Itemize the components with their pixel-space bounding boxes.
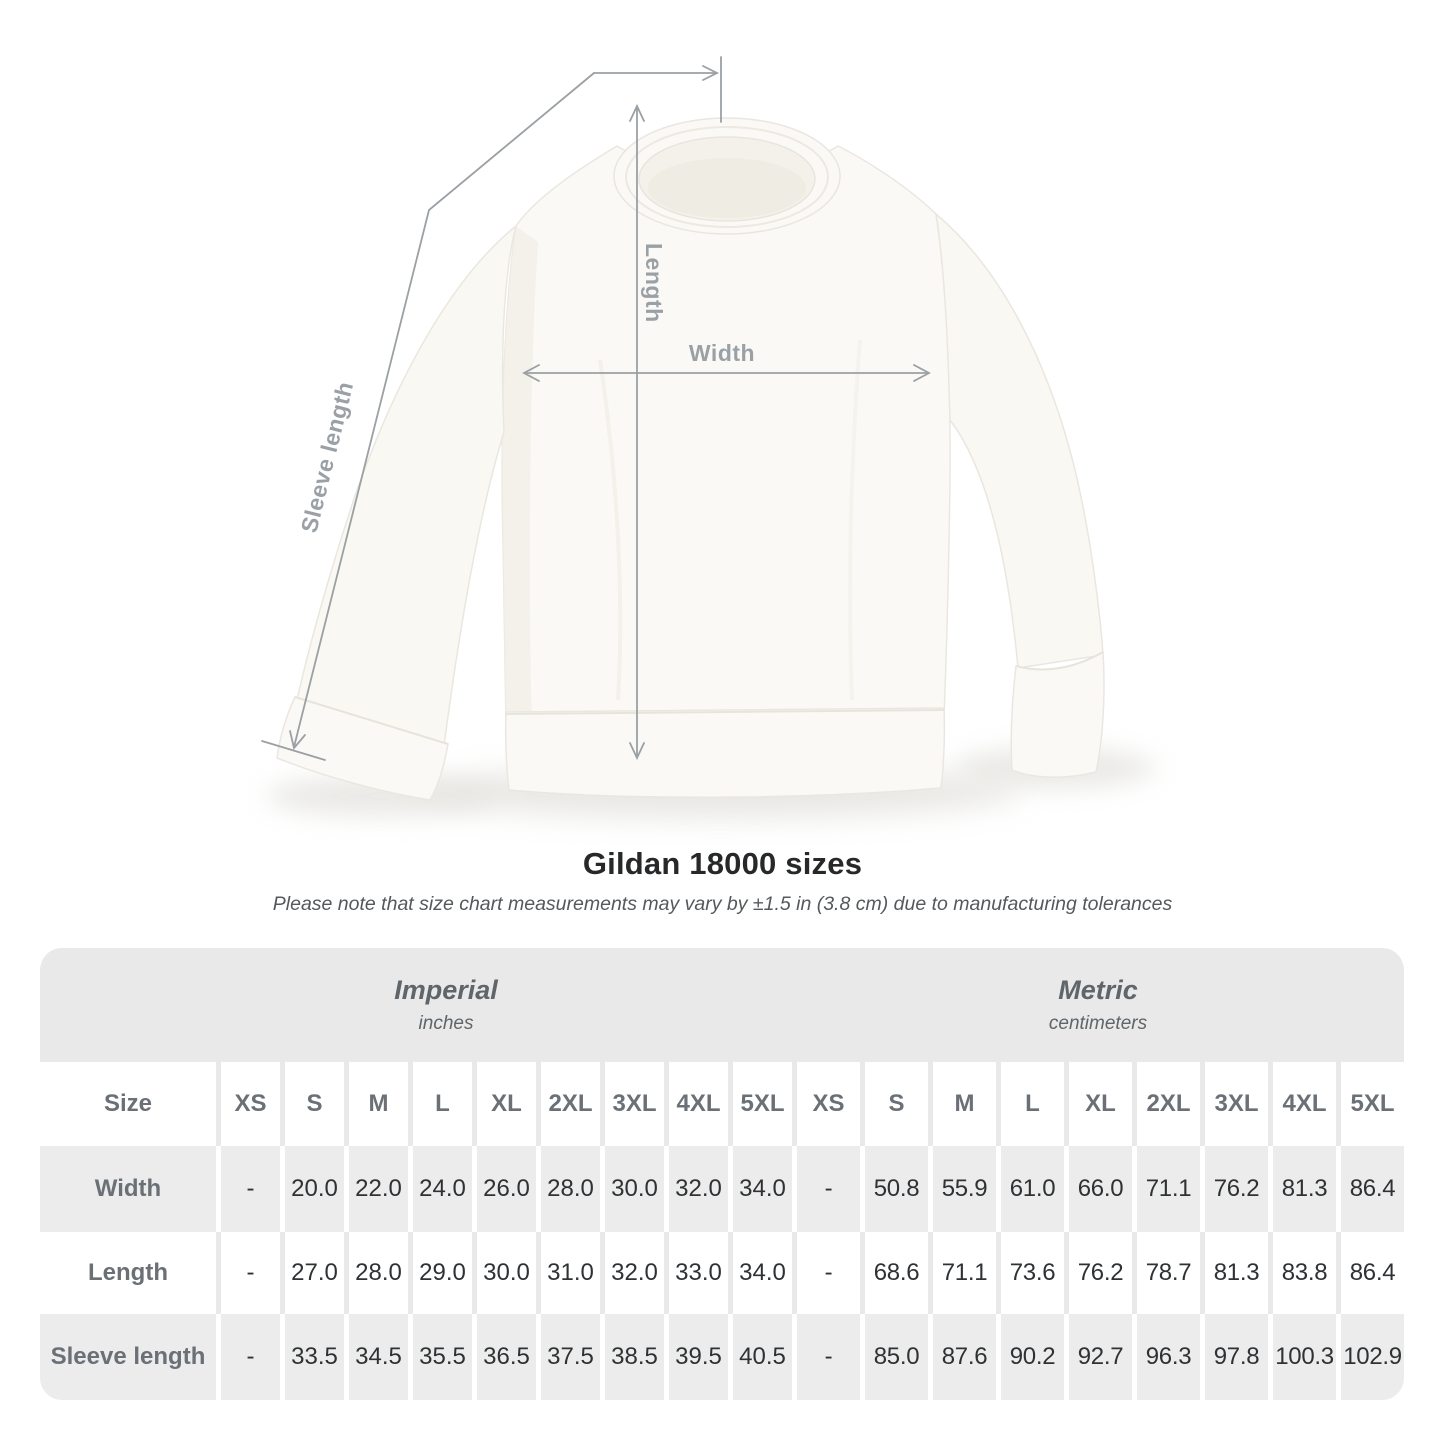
value-cell-imperial: 34.0 [728,1146,792,1232]
row-label: Width [94,1175,162,1202]
size-col-header-metric: XS [792,1062,860,1146]
value-cell-metric: 76.2 [1200,1146,1268,1232]
value-cell-imperial: 32.0 [600,1232,664,1314]
imperial-header [70,948,822,1062]
value-cell-imperial: 35.5 [408,1314,472,1400]
value-cell-imperial: - [216,1314,280,1400]
value-cell-metric: 100.3 [1268,1314,1336,1400]
size-table [40,948,1404,1400]
value-cell-imperial: 28.0 [536,1146,600,1232]
right-sleeve [936,214,1104,777]
size-col-header-metric: 3XL [1200,1062,1268,1146]
value-cell-metric: 50.8 [860,1146,928,1232]
value-cell-imperial: 40.5 [728,1314,792,1400]
value-cell-imperial: 31.0 [536,1232,600,1314]
value-cell-metric: 78.7 [1132,1232,1200,1314]
value-cell-metric: 92.7 [1064,1314,1132,1400]
table-row-sleeve-length [40,1314,1404,1400]
value-cell-metric: 61.0 [996,1146,1064,1232]
size-col-header-imperial: XL [472,1062,536,1146]
row-label: Sleeve length [50,1343,206,1370]
size-header-row [40,1062,1404,1146]
value-cell-imperial: 36.5 [472,1314,536,1400]
imperial-title: Imperial [394,975,498,1005]
value-cell-metric: 90.2 [996,1314,1064,1400]
width-label: Width [688,340,756,366]
table-row-width [40,1146,1404,1232]
value-cell-metric: 76.2 [1064,1232,1132,1314]
value-cell-imperial: 38.5 [600,1314,664,1400]
value-cell-metric: - [792,1314,860,1400]
value-cell-imperial: 26.0 [472,1146,536,1232]
value-cell-imperial: 33.0 [664,1232,728,1314]
size-col-header-metric: XL [1064,1062,1132,1146]
value-cell-imperial: 28.0 [344,1232,408,1314]
value-cell-metric: 73.6 [996,1232,1064,1314]
size-col-header-metric: 4XL [1268,1062,1336,1146]
value-cell-metric: 97.8 [1200,1314,1268,1400]
unit-header-band [40,948,1404,1062]
value-cell-imperial: 32.0 [664,1146,728,1232]
size-col-header-imperial: 3XL [600,1062,664,1146]
value-cell-metric: 87.6 [928,1314,996,1400]
value-cell-metric: 102.9 [1336,1314,1404,1400]
value-cell-imperial: 34.5 [344,1314,408,1400]
value-cell-metric: 81.3 [1200,1232,1268,1314]
size-col-header-imperial: XS [216,1062,280,1146]
size-column-header: Size [103,1090,153,1117]
value-cell-imperial: 20.0 [280,1146,344,1232]
size-col-header-metric: M [928,1062,996,1146]
size-col-header-imperial: 4XL [664,1062,728,1146]
value-cell-imperial: 27.0 [280,1232,344,1314]
size-col-header-metric: S [860,1062,928,1146]
size-col-header-metric: L [996,1062,1064,1146]
size-col-header-imperial: L [408,1062,472,1146]
value-cell-imperial: - [216,1146,280,1232]
imperial-unit: inches [418,1013,474,1034]
value-cell-metric: 66.0 [1064,1146,1132,1232]
value-cell-metric: 86.4 [1336,1232,1404,1314]
value-cell-imperial: 39.5 [664,1314,728,1400]
value-cell-imperial: 29.0 [408,1232,472,1314]
value-cell-imperial: 30.0 [600,1146,664,1232]
value-cell-metric: 85.0 [860,1314,928,1400]
value-cell-imperial: 33.5 [280,1314,344,1400]
length-label: Length [641,243,667,323]
table-row-length [40,1232,1404,1314]
value-cell-imperial: 37.5 [536,1314,600,1400]
value-cell-imperial: 30.0 [472,1232,536,1314]
value-cell-metric: 86.4 [1336,1146,1404,1232]
value-cell-metric: 55.9 [928,1146,996,1232]
metric-header [792,948,1404,1062]
value-cell-imperial: 24.0 [408,1146,472,1232]
size-col-header-imperial: 2XL [536,1062,600,1146]
metric-unit: centimeters [1048,1013,1148,1034]
value-cell-metric: - [792,1232,860,1314]
value-cell-imperial: 34.0 [728,1232,792,1314]
value-cell-imperial: - [216,1232,280,1314]
size-col-header-imperial: M [344,1062,408,1146]
value-cell-metric: 71.1 [1132,1146,1200,1232]
value-cell-metric: 83.8 [1268,1232,1336,1314]
collar [614,118,840,234]
metric-title: Metric [1058,975,1138,1005]
size-col-header-metric: 2XL [1132,1062,1200,1146]
sleeve-length-label: Sleeve length [295,378,359,536]
value-cell-metric: 96.3 [1132,1314,1200,1400]
tolerance-note: Please note that size chart measurements may vary by ±1.5 in (3.8 cm) due to manufacturing tolerances [272,893,1173,915]
row-label: Length [88,1259,168,1286]
size-col-header-metric: 5XL [1336,1062,1404,1146]
value-cell-metric: 81.3 [1268,1146,1336,1232]
value-cell-metric: - [792,1146,860,1232]
size-col-header-imperial: S [280,1062,344,1146]
value-cell-metric: 68.6 [860,1232,928,1314]
waistband [506,708,945,797]
value-cell-imperial: 22.0 [344,1146,408,1232]
value-cell-metric: 71.1 [928,1232,996,1314]
size-col-header-imperial: 5XL [728,1062,792,1146]
page-title: Gildan 18000 sizes [582,846,863,881]
